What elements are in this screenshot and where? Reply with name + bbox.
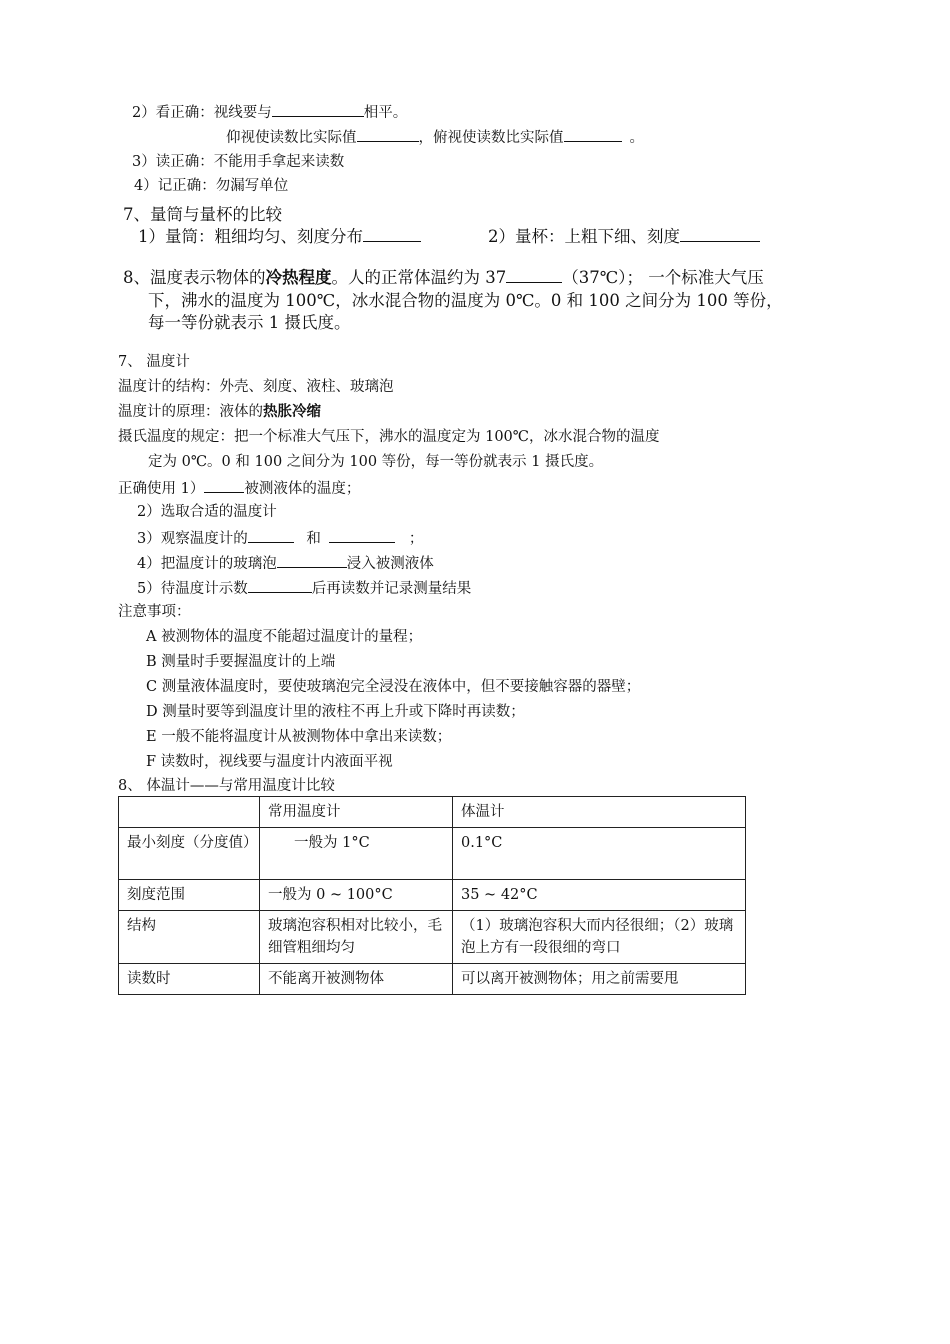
blank-body-temp [506,267,562,283]
table-cell: 不能离开被测物体 [260,964,453,995]
table-header-cell: 常用温度计 [260,797,453,828]
temperature-definition-line3: 每一等份就表示 1 摄氏度。 [148,313,351,332]
temp-def-text-a: 8、温度表示物体的 [123,268,266,287]
usage-3-end: ； [408,531,424,547]
note-f: F 读数时，视线要与温度计内液面平视 [146,754,393,770]
blank-downward [564,126,622,142]
note-b: B 测量时手要握温度计的上端 [146,654,336,670]
table-cell: 结构 [119,911,260,964]
usage-3-and: 和 [306,531,321,547]
usage-4-end: 浸入被测液体 [346,556,434,572]
table-cell: 刻度范围 [119,880,260,911]
table-row [119,911,746,964]
elevation-line [226,126,644,148]
celsius-definition-line1: 摄氏温度的规定：把一个标准大气压下，沸水的温度定为 100℃，冰水混合物的温度 [118,429,660,445]
blank-immerse [277,552,347,568]
cylinder-text: 1）量筒：粗细均匀、刻度分布 [138,227,363,246]
table-header-cell [119,797,260,828]
note-e: E 一般不能将温度计从被测物体中拿出来读数； [146,729,452,745]
blank-beaker [680,226,760,242]
temp-def-bold: 冷热程度 [265,268,332,287]
read-correctly-line: 3）读正确：不能用手拿起来读数 [132,154,345,170]
usage-step-5 [137,577,471,599]
cylinder-line [138,226,421,248]
beaker-text: 2）量杯：上粗下细、刻度 [488,227,680,246]
celsius-definition-line2: 定为 0℃。0 和 100 之间分为 100 等份，每一等份就表示 1 摄氏度。 [148,454,604,470]
look-end: 相平。 [363,105,408,121]
table-cell: 一般为 1°C [260,828,453,880]
usage-4-text: 4）把温度计的玻璃泡 [137,556,277,572]
temperature-definition-line1 [123,267,764,289]
table-cell: 玻璃泡容积相对比较小，毛细管粗细均匀 [260,911,453,964]
downward-view-text: ，俯视使读数比实际值 [418,130,564,146]
temp-def-text-c: （37℃）； 一个标准大气压 [562,268,764,287]
table-row [119,880,746,911]
blank-estimate [204,477,244,493]
thermometer-heading: 7、 温度计 [118,354,190,370]
notes-heading: 注意事项： [118,604,191,620]
usage-1-end: 被测液体的温度； [244,481,361,497]
table-cell: 读数时 [119,964,260,995]
blank-division [329,527,395,543]
cylinder-beaker-heading: 7、量筒与量杯的比较 [123,205,282,224]
table-cell: 0.1°C [453,828,746,880]
usage-step-4 [137,552,434,574]
blank-stable [248,577,312,593]
elevation-end: 。 [629,130,644,146]
table-cell: 可以离开被测物体；用之前需要甩 [453,964,746,995]
usage-step-2: 2）选取合适的温度计 [137,504,277,520]
usage-3-text: 3）观察温度计的 [137,531,248,547]
beaker-line [488,226,760,248]
temperature-definition-line2: 下，沸水的温度为 100℃，冰水混合物的温度为 0℃。0 和 100 之间分为 100 等份， [148,291,783,310]
usage-5-text: 5）待温度计示数 [137,581,248,597]
thermometer-structure: 温度计的结构：外壳、刻度、液柱、玻璃泡 [118,379,394,395]
usage-step-3 [137,527,423,549]
table-header-cell: 体温计 [453,797,746,828]
note-a: A 被测物体的温度不能超过温度计的量程； [146,629,423,645]
table-row [119,964,746,995]
usage-step-1 [118,477,360,499]
table-cell: 一般为 0 ~ 100°C [260,880,453,911]
blank-cylinder [363,226,421,242]
principle-bold: 热胀冷缩 [263,403,321,420]
usage-5-end: 后再读数并记录测量结果 [311,581,472,597]
table-row [119,828,746,880]
look-label: 2）看正确：视线要与 [132,105,272,121]
table-cell: 最小刻度（分度值） [119,828,260,880]
blank-upward [357,126,419,142]
note-c: C 测量液体温度时，要使玻璃泡完全浸没在液体中，但不要接触容器的器壁； [146,679,641,695]
principle-text: 温度计的原理：液体的 [118,404,263,420]
table-header-row [119,797,746,828]
blank-line-of-sight [272,101,364,117]
temp-def-text-b: 。人的正常体温约为 37 [331,268,507,287]
clinical-thermometer-heading: 8、 体温计——与常用温度计比较 [118,778,335,794]
blank-range [248,527,294,543]
record-correctly-line: 4）记正确：勿漏写单位 [134,178,289,194]
comparison-table [118,796,746,995]
upward-view-text: 仰视使读数比实际值 [226,130,357,146]
table-cell: 35 ~ 42°C [453,880,746,911]
thermometer-principle [118,402,321,422]
note-d: D 测量时要等到温度计里的液柱不再上升或下降时再读数； [146,704,525,720]
usage-1-text: 正确使用 1） [118,481,205,497]
look-correctly-line [132,101,407,123]
table-cell: （1）玻璃泡容积大而内径很细；（2）玻璃泡上方有一段很细的弯口 [453,911,746,964]
